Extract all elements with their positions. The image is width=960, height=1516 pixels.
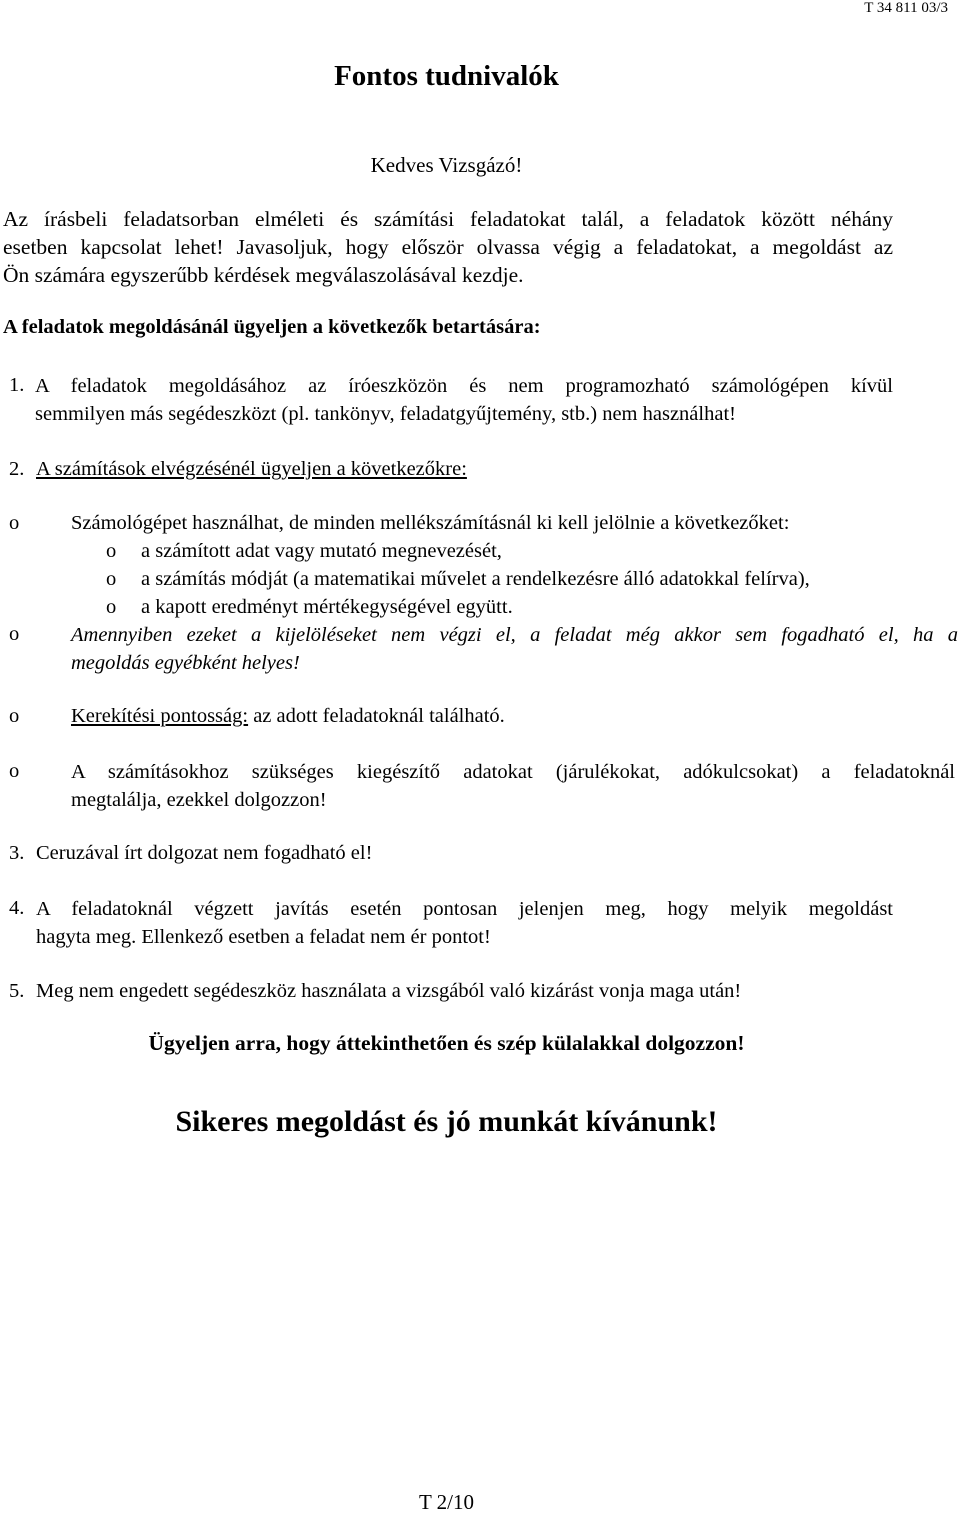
bullet-marker: o — [9, 512, 20, 534]
bullet-text: Számológépet használhat, de minden mellékszámításnál ki kell jelölnie a következőket: — [71, 512, 790, 534]
bullet-text — [71, 621, 958, 677]
sub-bullet-marker: o — [106, 596, 117, 618]
item-3-text: Ceruzával írt dolgozat nem fogadható el! — [36, 842, 373, 864]
item-1-text — [35, 372, 893, 428]
item-number: 4. — [9, 897, 25, 919]
sub-bullet-text: a kapott eredményt mértékegységével együtt. — [141, 596, 513, 618]
rules-heading: A feladatok megoldásánál ügyeljen a következők betartására: — [3, 316, 541, 338]
item-4-text — [36, 895, 893, 951]
document-code: T 34 811 03/3 — [864, 0, 948, 16]
sub-bullet-text: a számítás módját (a matematikai művelet a rendelkezésre álló adatokkal felírva), — [141, 568, 810, 590]
bullet-text — [71, 758, 955, 814]
text-line: A feladatoknál végzett javítás esetén pontosan jelenjen meg, hogy melyik megoldást — [36, 898, 893, 920]
bullet-text — [71, 705, 505, 728]
text-line: A számításokhoz szükséges kiegészítő adatokat (járulékokat, adókulcsokat) a feladatoknál — [71, 761, 955, 783]
closing-line: Sikeres megoldást és jó munkát kívánunk! — [175, 1105, 718, 1138]
sub-bullet-marker: o — [106, 568, 117, 590]
bullet-marker: o — [9, 705, 20, 727]
item-number: 2. — [9, 458, 25, 480]
sub-bullet-text: a számított adat vagy mutató megnevezését, — [141, 540, 502, 562]
bullet-marker: o — [9, 760, 20, 782]
intro-line: esetben kapcsolat lehet! Javasoljuk, hogy először olvassa végig a feladatokat, a megoldást az — [3, 235, 893, 259]
intro-line: Ön számára egyszerűbb kérdések megválaszolásával kezdje. — [3, 263, 524, 287]
emphasis-line: Ügyeljen arra, hogy áttekinthetően és szép külalakkal dolgozzon! — [148, 1031, 745, 1055]
sub-bullet-marker: o — [106, 540, 117, 562]
greeting: Kedves Vizsgázó! — [370, 153, 523, 177]
item-number: 1. — [9, 374, 25, 396]
item-5-text: Meg nem engedett segédeszköz használata a vizsgából való kizárást vonja maga után! — [36, 980, 742, 1002]
text-line: hagyta meg. Ellenkező esetben a feladat nem ér pontot! — [36, 926, 491, 948]
item-number: 5. — [9, 980, 25, 1002]
text-line: Amennyiben ezeket a kijelöléseket nem végzi el, a feladat még akkor sem fogadható el, ha a — [71, 624, 958, 646]
text-line: A feladatok megoldásához az íróeszközön és nem programozható számológépen kívül — [35, 375, 893, 397]
underlined-label: Kerekítési pontosság: — [71, 705, 249, 727]
page-title: Fontos tudnivalók — [334, 60, 559, 92]
intro-paragraph — [3, 205, 893, 289]
intro-line: Az írásbeli feladatsorban elméleti és számítási feladatokat talál, a feladatok között néhány — [3, 207, 893, 231]
page-number: T 2/10 — [418, 1490, 475, 1514]
item-number: 3. — [9, 842, 25, 864]
text-line: megtalálja, ezekkel dolgozzon! — [71, 789, 327, 811]
bullet-marker: o — [9, 623, 20, 645]
text-line: semmilyen más segédeszközt (pl. tankönyv, feladatgyűjtemény, stb.) nem használhat! — [35, 403, 736, 425]
bullet-rest: az adott feladatoknál található. — [248, 705, 505, 727]
text-line: megoldás egyébként helyes! — [71, 652, 300, 674]
item-2-heading: A számítások elvégzésénél ügyeljen a következőkre: — [36, 458, 467, 480]
